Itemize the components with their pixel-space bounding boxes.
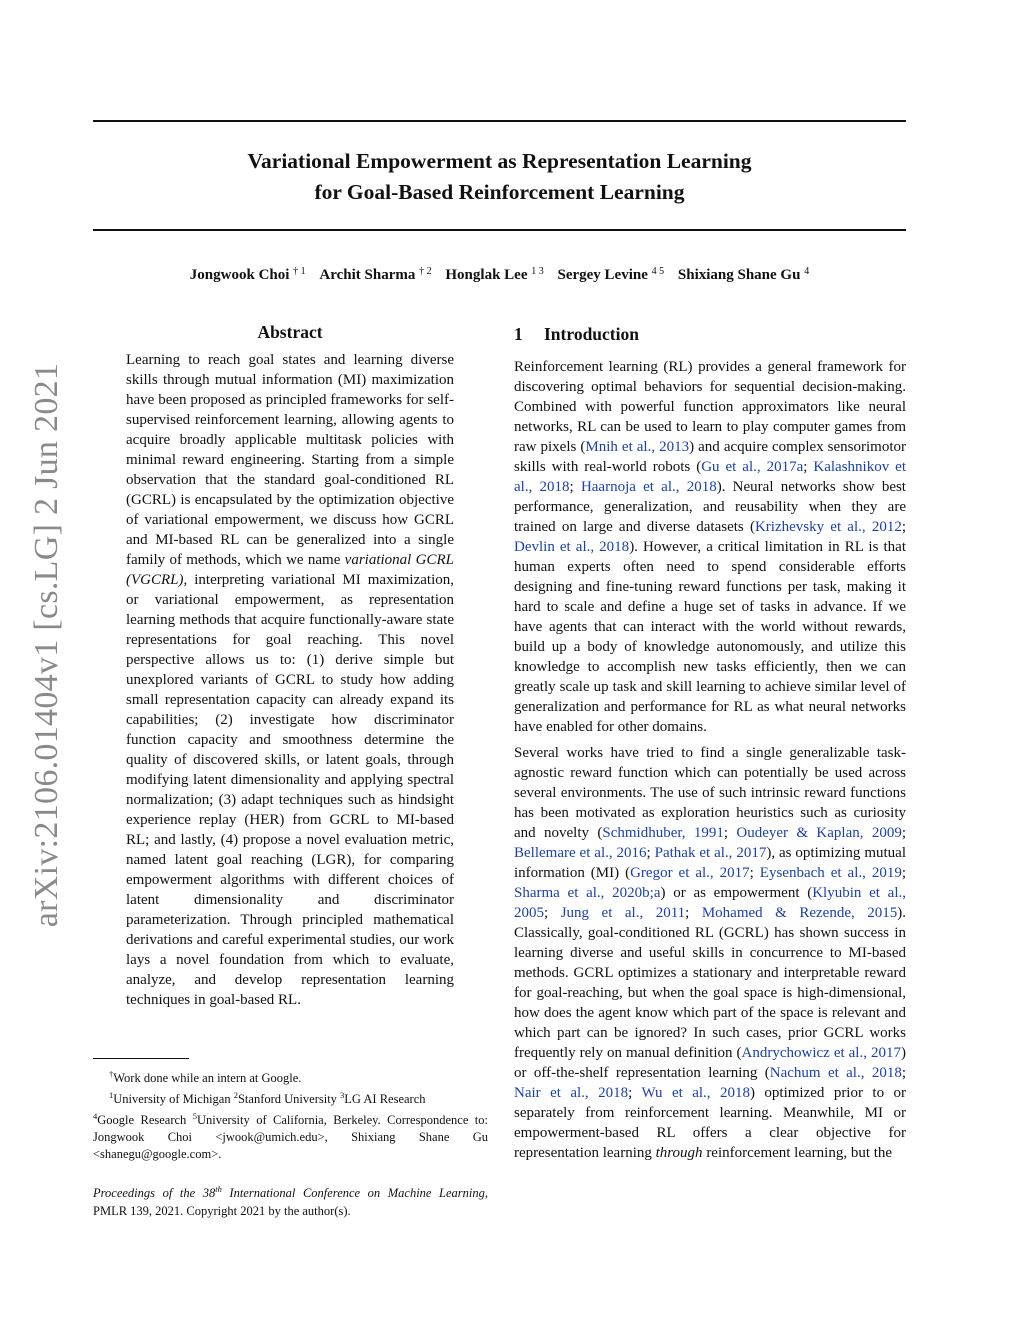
body-text: ). However, a critical limitation in RL is that human experts often need to spend considerable efforts designing and fine-tuning reward functions per task, making it hard to scale and define a huge set of tasks in advance. If we have agents that can interact with the world without rewards, build up a body of knowledge autonomously, and utilize this knowledge to accomplish new tasks efficiently, then we can greatly scale up task and skill learning to achieve similar level of generalization and performance for RL as what neural networks have enabled for other domains. bbox=[514, 539, 906, 735]
citation-link[interactable]: Andrychowicz et al., 2017 bbox=[741, 1045, 901, 1061]
citation-link[interactable]: Nachum et al., 2018 bbox=[769, 1065, 902, 1081]
intro-paragraph-1 bbox=[514, 357, 906, 737]
citation-link[interactable]: Nair et al., 2018 bbox=[514, 1085, 629, 1101]
body-text: ; bbox=[569, 479, 581, 495]
body-text: ; bbox=[685, 905, 702, 921]
body-text: ; bbox=[723, 825, 737, 841]
body-text: ), as optimizing mutual information (MI) ( bbox=[514, 845, 906, 881]
body-text: Reinforcement learning (RL) provides a general framework for discovering optimal behaviors for sequential decision-making. Combined with powerful function approximators like neural networks, RL can be used to learn to play computer games from raw pixels ( bbox=[514, 359, 906, 455]
body-text: ). Classically, goal-conditioned RL (GCRL) has shown success in learning diverse and useful skills in concurrence to MI-based methods. GCRL optimizes a stationary and interpretable reward for goal-reaching, but when the goal space is high-dimensional, how does the agent know which part of the space is relevant and which part can be ignored? In such cases, prior GCRL works frequently rely on manual definition ( bbox=[514, 905, 907, 1061]
author: Archit Sharma $^{\dagger 2}$ bbox=[319, 266, 432, 283]
footnote-correspondence: $^4$Google Research $^5$University of California, Berkeley. Correspondence to: Jongwook Choi <jwook@umich.edu>, Shixiang Shane Gu <shanegu@google.com>. bbox=[93, 1111, 488, 1162]
citation-link[interactable]: Sharma et al., 2020b;a bbox=[514, 885, 661, 901]
citation-link[interactable]: Mnih et al., 2013 bbox=[585, 439, 690, 455]
author-affiliation: † 2 bbox=[419, 266, 432, 277]
emphasis-text: through bbox=[655, 1145, 703, 1161]
right-column bbox=[514, 320, 906, 1163]
top-rule bbox=[93, 120, 906, 122]
footnote-affiliations: $^1$University of Michigan $^2$Stanford University $^3$LG AI Research bbox=[109, 1090, 426, 1107]
author-affiliation: † 1 bbox=[293, 266, 306, 277]
citation-link[interactable]: Pathak et al., 2017 bbox=[654, 845, 767, 861]
body-text: ; bbox=[901, 519, 906, 535]
citation-link[interactable]: Krizhevsky et al., 2012 bbox=[754, 519, 902, 535]
author: Shixiang Shane Gu $^4$ bbox=[677, 266, 810, 283]
author: Jongwook Choi $^{\dagger 1}$ bbox=[189, 266, 306, 283]
citation-link[interactable]: Gu et al., 2017a bbox=[701, 459, 804, 475]
citation-link[interactable]: Mohamed & Rezende, 2015 bbox=[701, 905, 898, 921]
title-line-2: for Goal-Based Reinforcement Learning bbox=[314, 180, 685, 204]
body-text: ) optimized prior to or separately from reinforcement learning. Meanwhile, MI or empowerment-based RL offers a clear objective for representation learning bbox=[514, 1085, 906, 1161]
intro-paragraph-2 bbox=[514, 743, 906, 1163]
author: Sergey Levine $^{4 5}$ bbox=[557, 266, 665, 283]
footnotes bbox=[93, 1058, 488, 1220]
citation-link[interactable]: Klyubin et al., 2005 bbox=[514, 885, 906, 921]
author-affiliation: 1 3 bbox=[531, 266, 544, 277]
bottom-rule bbox=[93, 229, 906, 231]
left-column bbox=[126, 320, 454, 1010]
section-number: 1 bbox=[514, 324, 523, 344]
title-line-1: Variational Empowerment as Representation Learning bbox=[247, 149, 752, 173]
author-affiliation: 4 5 bbox=[651, 266, 665, 277]
body-text: ). Neural networks show best performance, generalization, and reusability when they are trained on large and diverse datasets ( bbox=[514, 479, 906, 535]
body-text: ; bbox=[628, 1085, 642, 1101]
body-text: ; bbox=[544, 905, 561, 921]
body-text: ) or off-the-shelf representation learning ( bbox=[514, 1045, 906, 1081]
citation-link[interactable]: Bellemare et al., 2016 bbox=[514, 845, 647, 861]
footnote-intern: †Work done while an intern at Google. bbox=[109, 1069, 302, 1086]
citation-link[interactable]: Kalashnikov et al., 2018 bbox=[514, 459, 906, 495]
author-affiliation: 4 bbox=[804, 266, 810, 277]
body-text: Several works have tried to find a single generalizable task-agnostic reward function which can potentially be used across several environments. The use of such intrinsic reward functions has been motivated as exploration heuristics such as curiosity and novelty ( bbox=[514, 745, 906, 841]
body-text: ; bbox=[901, 865, 907, 881]
body-text: ; bbox=[749, 865, 760, 881]
section-title: Introduction bbox=[544, 324, 639, 344]
body-text: ) and acquire complex sensorimotor skills with real-world robots ( bbox=[514, 439, 907, 475]
citation-link[interactable]: Devlin et al., 2018 bbox=[514, 539, 630, 555]
author-list bbox=[93, 266, 906, 284]
proceedings-note: Proceedings of the 38th International Conference on Machine Learning, PMLR 139, 2021. Copyright 2021 by the author(s). bbox=[93, 1184, 488, 1218]
citation-link[interactable]: Schmidhuber, 1991 bbox=[602, 825, 724, 841]
body-text: ; bbox=[901, 825, 906, 841]
footnote-rule bbox=[93, 1058, 189, 1059]
author: Honglak Lee $^{1 3}$ bbox=[445, 266, 544, 283]
body-text: ; bbox=[646, 845, 655, 861]
body-text: ; bbox=[803, 459, 814, 475]
section-heading-introduction bbox=[514, 320, 906, 348]
body-text: ) or as empowerment ( bbox=[660, 885, 813, 901]
body-text: reinforcement learning, but the bbox=[702, 1145, 893, 1161]
abstract-heading: Abstract bbox=[257, 322, 323, 342]
paper-title bbox=[93, 146, 906, 208]
citation-link[interactable]: Eysenbach et al., 2019 bbox=[759, 865, 902, 881]
vgcrl-emphasis: variational GCRL (VGCRL) bbox=[126, 552, 454, 588]
citation-link[interactable]: Wu et al., 2018 bbox=[641, 1085, 750, 1101]
citation-link[interactable]: Jung et al., 2011 bbox=[560, 905, 686, 921]
citation-link[interactable]: Haarnoja et al., 2018 bbox=[580, 479, 717, 495]
abstract-body: Learning to reach goal states and learning diverse skills through mutual information (MI) maximization have been proposed as principled frameworks for self-supervised reinforcement learning, allowing agents to acquire broadly applicable multitask policies with minimal reward engineering. Starting from a simple observation that the standard goal-conditioned RL (GCRL) is encapsulated by the optimization objective of variational empowerment, we discuss how GCRL and MI-based RL can be generalized into a single family of methods, which we name variational GCRL (VGCRL), interpreting variational MI maximization, or variational empowerment, as representation learning methods that acquire functionally-aware state representations for goal reaching. This novel perspective allows us to: (1) derive simple but unexplored variants of GCRL to study how adding small representation capacity can already expand its capabilities; (2) investigate how discriminator function capacity and smoothness determine the quality of discovered skills, or latent goals, through modifying latent dimensionality and applying spectral normalization; (3) adapt techniques such as hindsight experience replay (HER) from GCRL to MI-based RL; and lastly, (4) propose a novel evaluation metric, named latent goal reaching (LGR), for comparing empowerment algorithms with different choices of latent dimensionality and discriminator parameterization. Through principled mathematical derivations and careful experimental studies, our work lays a novel foundation from which to evaluate, analyze, and develop representation learning techniques in goal-based RL. bbox=[126, 352, 454, 1008]
arxiv-identifier-stamp: arXiv:2106.01404v1 [cs.LG] 2 Jun 2021 bbox=[28, 362, 65, 928]
citation-link[interactable]: Oudeyer & Kaplan, 2009 bbox=[736, 825, 902, 841]
body-text: ; bbox=[901, 1065, 907, 1081]
citation-link[interactable]: Gregor et al., 2017 bbox=[630, 865, 750, 881]
